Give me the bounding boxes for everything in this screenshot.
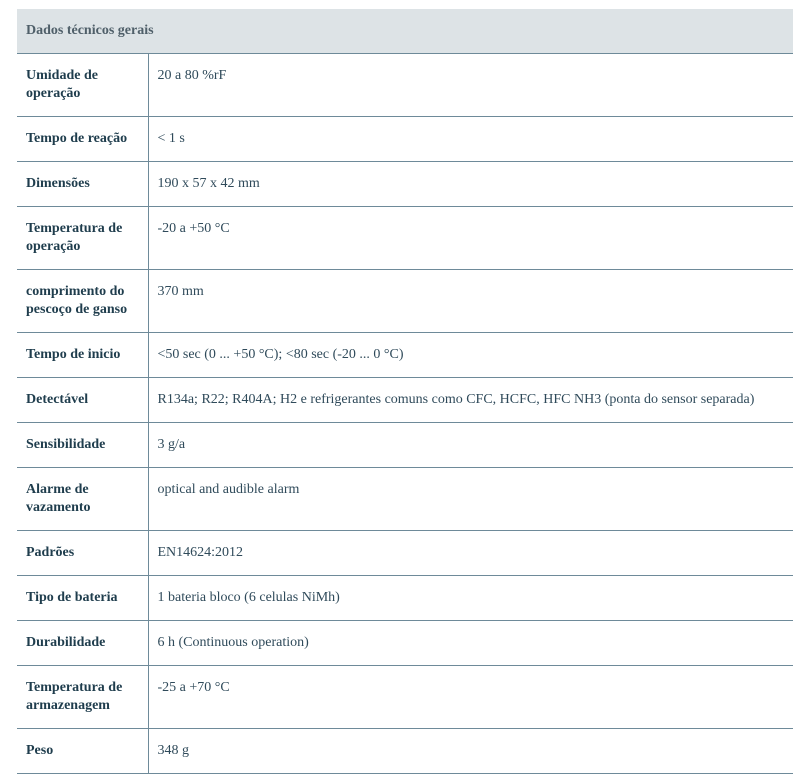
spec-value: 6 h (Continuous operation) (148, 620, 793, 665)
table-row (17, 161, 793, 206)
spec-value: 370 mm (148, 269, 793, 332)
table-row (17, 665, 793, 728)
spec-label: Temperatura de armazenagem (17, 665, 148, 728)
spec-value: -25 a +70 °C (148, 665, 793, 728)
spec-label: Detectável (17, 377, 148, 422)
table-header: Dados técnicos gerais (17, 9, 793, 53)
spec-value: R134a; R22; R404A; H2 e refrigerantes comuns como CFC, HCFC, HFC NH3 (ponta do sensor separada) (148, 377, 793, 422)
table-row (17, 575, 793, 620)
spec-label: Padrões (17, 530, 148, 575)
table-row (17, 620, 793, 665)
spec-value: 190 x 57 x 42 mm (148, 161, 793, 206)
table-row (17, 206, 793, 269)
table-row (17, 53, 793, 116)
spec-label: Tempo de inicio (17, 332, 148, 377)
spec-value: EN14624:2012 (148, 530, 793, 575)
spec-value: <50 sec (0 ... +50 °C); <80 sec (-20 ... 0 °C) (148, 332, 793, 377)
spec-value: optical and audible alarm (148, 467, 793, 530)
table-row (17, 332, 793, 377)
table-row (17, 269, 793, 332)
spec-value: 3 g/a (148, 422, 793, 467)
table-row (17, 530, 793, 575)
table-body (17, 53, 793, 773)
spec-label: Tempo de reação (17, 116, 148, 161)
table-row (17, 728, 793, 773)
table-header-row (17, 9, 793, 53)
spec-label: Tipo de bateria (17, 575, 148, 620)
spec-label: Temperatura de operação (17, 206, 148, 269)
table-row (17, 467, 793, 530)
spec-label: Alarme de vazamento (17, 467, 148, 530)
spec-label: comprimento do pescoço de ganso (17, 269, 148, 332)
spec-label: Umidade de operação (17, 53, 148, 116)
spec-value: 20 a 80 %rF (148, 53, 793, 116)
spec-label: Durabilidade (17, 620, 148, 665)
spec-value: 348 g (148, 728, 793, 773)
spec-value: -20 a +50 °C (148, 206, 793, 269)
table-row (17, 422, 793, 467)
table-row (17, 116, 793, 161)
spec-value: 1 bateria bloco (6 celulas NiMh) (148, 575, 793, 620)
spec-label: Peso (17, 728, 148, 773)
spec-label: Sensibilidade (17, 422, 148, 467)
technical-data-table (17, 9, 793, 774)
spec-value: < 1 s (148, 116, 793, 161)
table-row (17, 377, 793, 422)
spec-label: Dimensões (17, 161, 148, 206)
